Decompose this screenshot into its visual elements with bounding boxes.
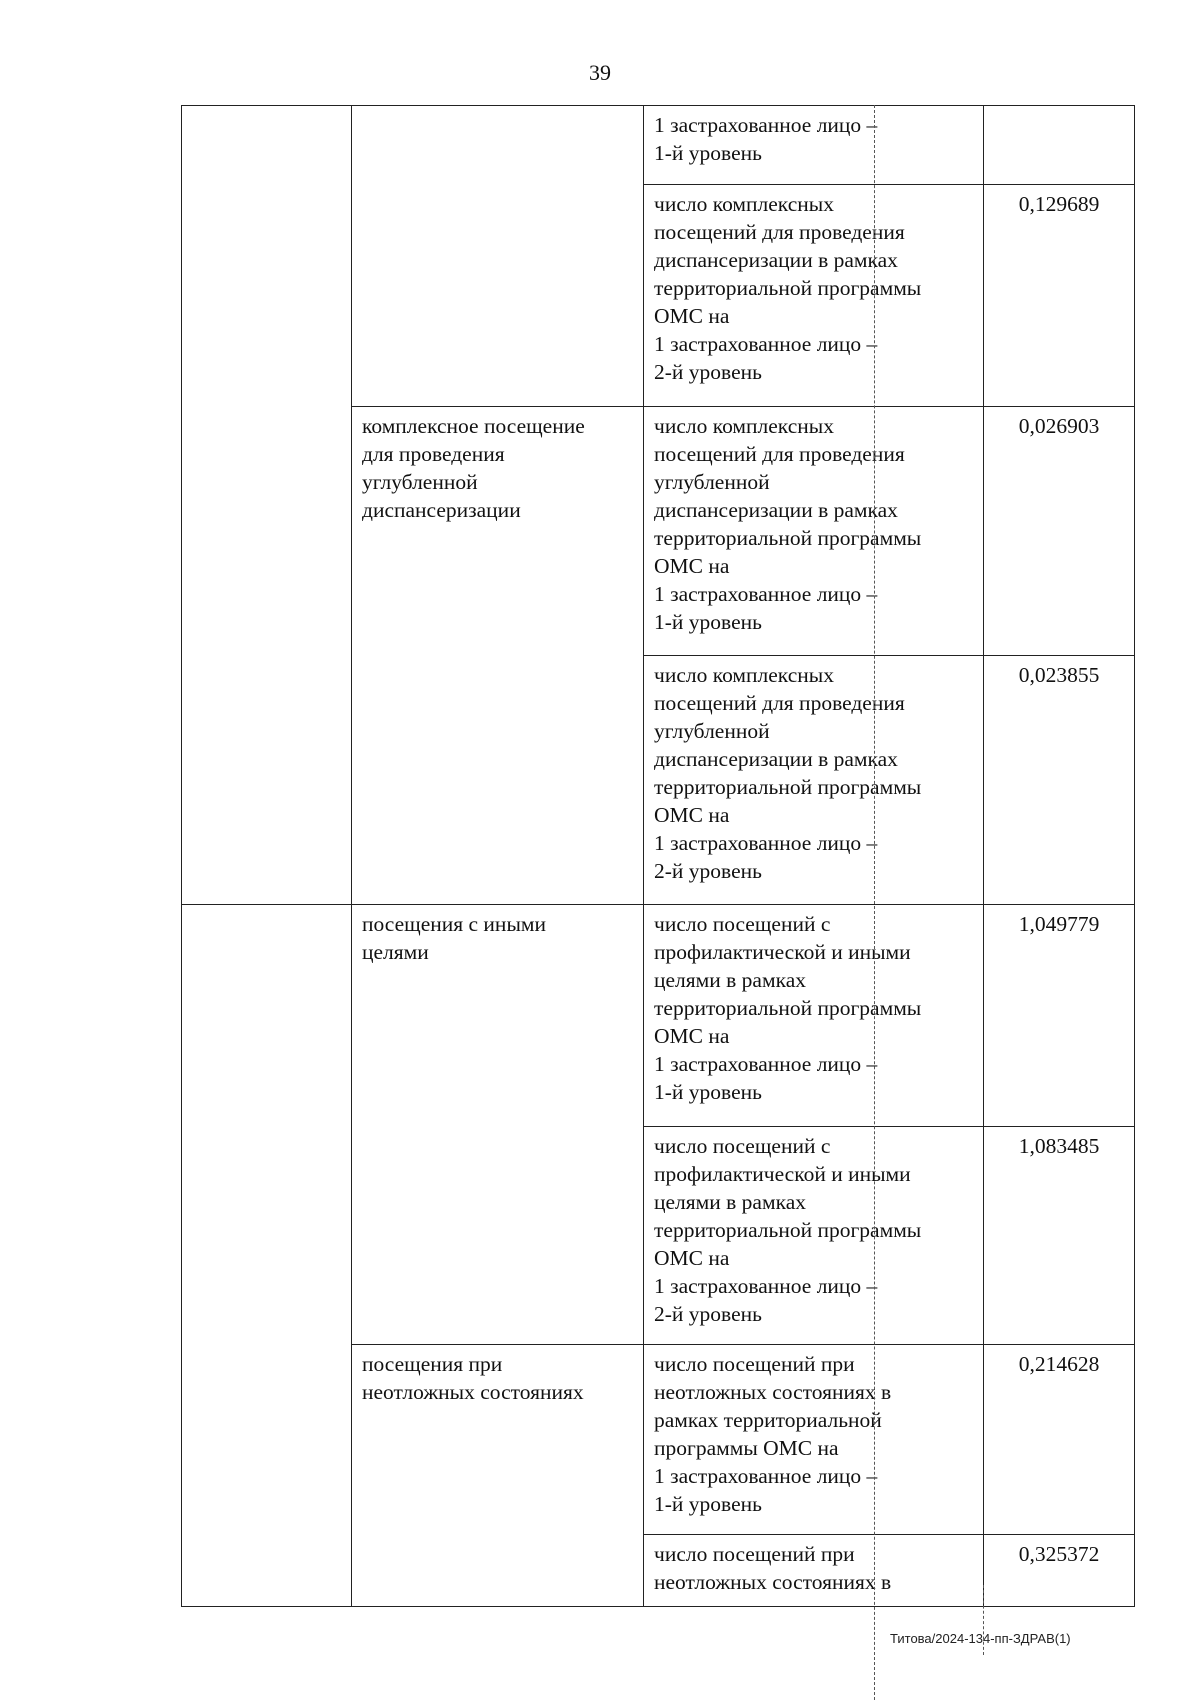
scan-artifact-line xyxy=(874,105,875,1700)
value-cell: 0,026903 xyxy=(984,407,1135,656)
value-cell: 0,325372 xyxy=(984,1535,1135,1607)
table-row xyxy=(182,106,1135,185)
category-cell xyxy=(182,106,352,905)
value-cell: 0,023855 xyxy=(984,656,1135,905)
value-cell: 0,214628 xyxy=(984,1345,1135,1535)
value-cell xyxy=(984,106,1135,185)
visit-type-cell: посещения с иными целями xyxy=(352,905,644,1345)
page-number: 39 xyxy=(589,60,611,85)
value-cell: 1,083485 xyxy=(984,1127,1135,1345)
indicator-cell: число комплексных посещений для проведения углубленной диспансеризации в рамках территориальной программы ОМС на 1 застрахованное лицо – 1-й уровень xyxy=(644,407,984,656)
category-cell xyxy=(182,905,352,1607)
indicator-cell: число посещений с профилактической и иными целями в рамках территориальной программы ОМС на 1 застрахованное лицо – 1-й уровень xyxy=(644,905,984,1127)
document-code: Титова/2024-134-пп-ЗДРАВ(1) xyxy=(890,1631,1071,1646)
visit-type-cell: посещения при неотложных состояниях xyxy=(352,1345,644,1607)
visit-type-cell: комплексное посещение для проведения углубленной диспансеризации xyxy=(352,407,644,905)
indicator-cell: число посещений при неотложных состояниях в рамках территориальной программы ОМС на 1 застрахованное лицо – 1-й уровень xyxy=(644,1345,984,1535)
indicator-cell: число посещений с профилактической и иными целями в рамках территориальной программы ОМС на 1 застрахованное лицо – 2-й уровень xyxy=(644,1127,984,1345)
value-cell: 0,129689 xyxy=(984,185,1135,407)
indicator-cell: 1 застрахованное лицо – 1-й уровень xyxy=(644,106,984,185)
table-row xyxy=(182,905,1135,1127)
indicator-cell: число комплексных посещений для проведения диспансеризации в рамках территориальной программы ОМС на 1 застрахованное лицо – 2-й уровень xyxy=(644,185,984,407)
indicator-cell: число посещений при неотложных состояниях в xyxy=(644,1535,984,1607)
visit-type-cell xyxy=(352,106,644,407)
indicator-cell: число комплексных посещений для проведения углубленной диспансеризации в рамках территориальной программы ОМС на 1 застрахованное лицо – 2-й уровень xyxy=(644,656,984,905)
value-cell: 1,049779 xyxy=(984,905,1135,1127)
indicators-table xyxy=(181,105,1135,1607)
